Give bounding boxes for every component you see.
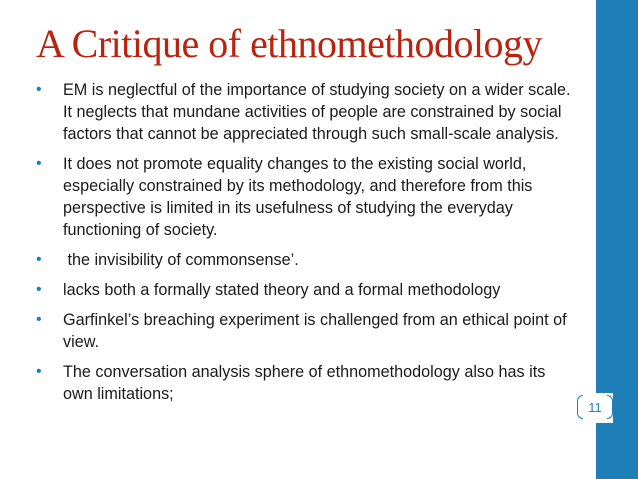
left-bracket-icon	[577, 395, 583, 419]
bullet-icon: •	[36, 363, 42, 380]
bullet-item	[36, 309, 576, 353]
slide-title: A Critique of ethnomethodology	[36, 21, 543, 66]
bullet-icon: •	[36, 251, 42, 268]
bullet-text: the invisibility of commonsense’.	[63, 251, 299, 269]
right-bracket-icon	[607, 395, 613, 419]
bullet-item	[36, 153, 576, 241]
bullet-item	[36, 79, 576, 145]
bullet-text: The conversation analysis sphere of ethnomethodology also has its own limitations;	[63, 363, 546, 403]
bullet-text: Garfinkel’s breaching experiment is challenged from an ethical point of view.	[63, 311, 567, 351]
bullet-text: EM is neglectful of the importance of studying society on a wider scale. It neglects that mundane activities of people are constrained by social factors that cannot be appreciated through such small-scale analysis.	[63, 81, 571, 143]
bullet-list	[36, 79, 576, 413]
bullet-icon: •	[36, 81, 42, 98]
bullet-icon: •	[36, 281, 42, 298]
bullet-text: It does not promote equality changes to the existing social world, especially constrained by its methodology, and therefore from this perspective is limited in its usefulness of studying the everyday functioning of society.	[63, 155, 533, 239]
bullet-item	[36, 279, 576, 301]
page-number-badge	[577, 393, 613, 423]
bullet-item	[36, 361, 576, 405]
page-number: 11	[588, 400, 602, 415]
bullet-item	[36, 249, 576, 271]
bullet-text: lacks both a formally stated theory and a formal methodology	[63, 281, 501, 299]
bullet-icon: •	[36, 311, 42, 328]
bullet-icon: •	[36, 155, 42, 172]
